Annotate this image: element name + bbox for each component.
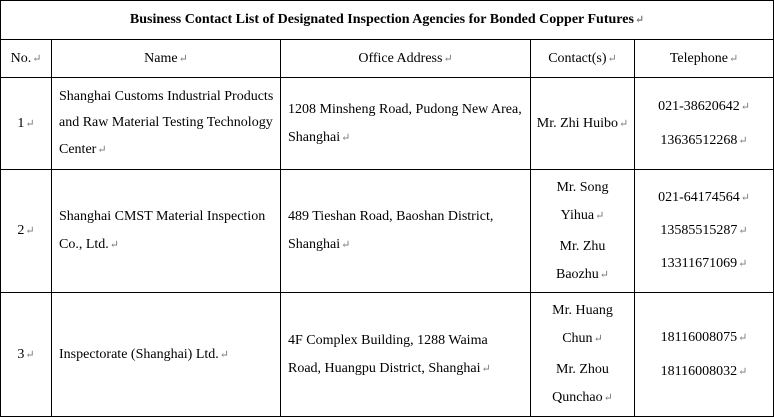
- paragraph-mark-icon: ↵: [634, 14, 645, 26]
- row-number: 2↵: [1, 170, 52, 293]
- paragraph-mark-icon: ↵: [603, 392, 613, 404]
- agency-name: Shanghai CMST Material Inspection Co., Ltd.↵: [52, 170, 281, 293]
- phone-number: 021-64174564↵: [658, 190, 750, 205]
- paragraph-mark-icon: ↵: [728, 52, 739, 65]
- contact-person: Mr. Huang Chun↵: [552, 303, 613, 346]
- paragraph-mark-icon: ↵: [25, 348, 35, 361]
- column-header-address: Office Address↵: [281, 40, 531, 78]
- office-address: 489 Tieshan Road, Baoshan District, Shanghai↵: [281, 170, 531, 293]
- paragraph-mark-icon: ↵: [25, 225, 35, 237]
- paragraph-mark-icon: ↵: [738, 225, 748, 237]
- paragraph-mark-icon: ↵: [738, 134, 748, 147]
- table-title: Business Contact List of Designated Inspection Agencies for Bonded Copper Futures↵: [1, 1, 774, 40]
- paragraph-mark-icon: ↵: [25, 117, 35, 130]
- contact-person: Mr. Zhou Qunchao↵: [552, 362, 613, 405]
- contact-person: Mr. Zhu Baozhu↵: [556, 238, 609, 282]
- paragraph-mark-icon: ↵: [32, 52, 42, 65]
- paragraph-mark-icon: ↵: [740, 192, 750, 204]
- telephone-cell: [635, 293, 774, 417]
- column-header-telephone: Telephone↵: [635, 40, 774, 78]
- table-row: [1, 78, 774, 170]
- paragraph-mark-icon: ↵: [599, 268, 609, 281]
- phone-number: 13636512268↵: [660, 132, 748, 148]
- paragraph-mark-icon: ↵: [443, 52, 453, 65]
- table-row: [1, 293, 774, 417]
- column-header-no: No.↵: [1, 40, 52, 78]
- paragraph-mark-icon: ↵: [738, 258, 748, 270]
- office-address: 1208 Minsheng Road, Pudong New Area, Shanghai↵: [281, 78, 531, 170]
- paragraph-mark-icon: ↵: [481, 362, 491, 375]
- table-row: [1, 170, 774, 293]
- contact-cell: [531, 170, 635, 293]
- title-row: [1, 1, 774, 40]
- paragraph-mark-icon: ↵: [219, 348, 229, 361]
- paragraph-mark-icon: ↵: [595, 209, 605, 222]
- paragraph-mark-icon: ↵: [341, 239, 351, 251]
- paragraph-mark-icon: ↵: [607, 52, 617, 65]
- office-address: 4F Complex Building, 1288 Waima Road, Huangpu District, Shanghai↵: [281, 293, 531, 417]
- contact-person: Mr. Song Yihua↵: [556, 179, 609, 223]
- paragraph-mark-icon: ↵: [178, 52, 188, 65]
- paragraph-mark-icon: ↵: [740, 100, 750, 113]
- phone-number: 021-38620642↵: [658, 98, 750, 114]
- header-row: [1, 40, 774, 78]
- paragraph-mark-icon: ↵: [619, 117, 629, 130]
- agency-name: Inspectorate (Shanghai) Ltd.↵: [52, 293, 281, 417]
- telephone-cell: [635, 78, 774, 170]
- paragraph-mark-icon: ↵: [341, 131, 351, 144]
- paragraph-mark-icon: ↵: [109, 239, 119, 251]
- column-header-name: Name↵: [52, 40, 281, 78]
- paragraph-mark-icon: ↵: [738, 365, 748, 378]
- row-number: 1↵: [1, 78, 52, 170]
- contact-cell: [531, 78, 635, 170]
- paragraph-mark-icon: ↵: [593, 333, 603, 345]
- paragraph-mark-icon: ↵: [738, 331, 748, 344]
- contact-cell: [531, 293, 635, 417]
- agency-name: Shanghai Customs Industrial Products and Raw Material Testing Technology Center↵: [52, 78, 281, 170]
- contact-person: Mr. Zhi Huibo↵: [536, 115, 629, 131]
- column-header-contacts: Contact(s)↵: [531, 40, 635, 78]
- phone-number: 18116008032↵: [660, 363, 748, 379]
- paragraph-mark-icon: ↵: [97, 143, 107, 156]
- phone-number: 13585515287↵: [660, 223, 748, 238]
- phone-number: 13311671069↵: [660, 256, 748, 271]
- telephone-cell: [635, 170, 774, 293]
- phone-number: 18116008075↵: [660, 329, 748, 345]
- row-number: 3↵: [1, 293, 52, 417]
